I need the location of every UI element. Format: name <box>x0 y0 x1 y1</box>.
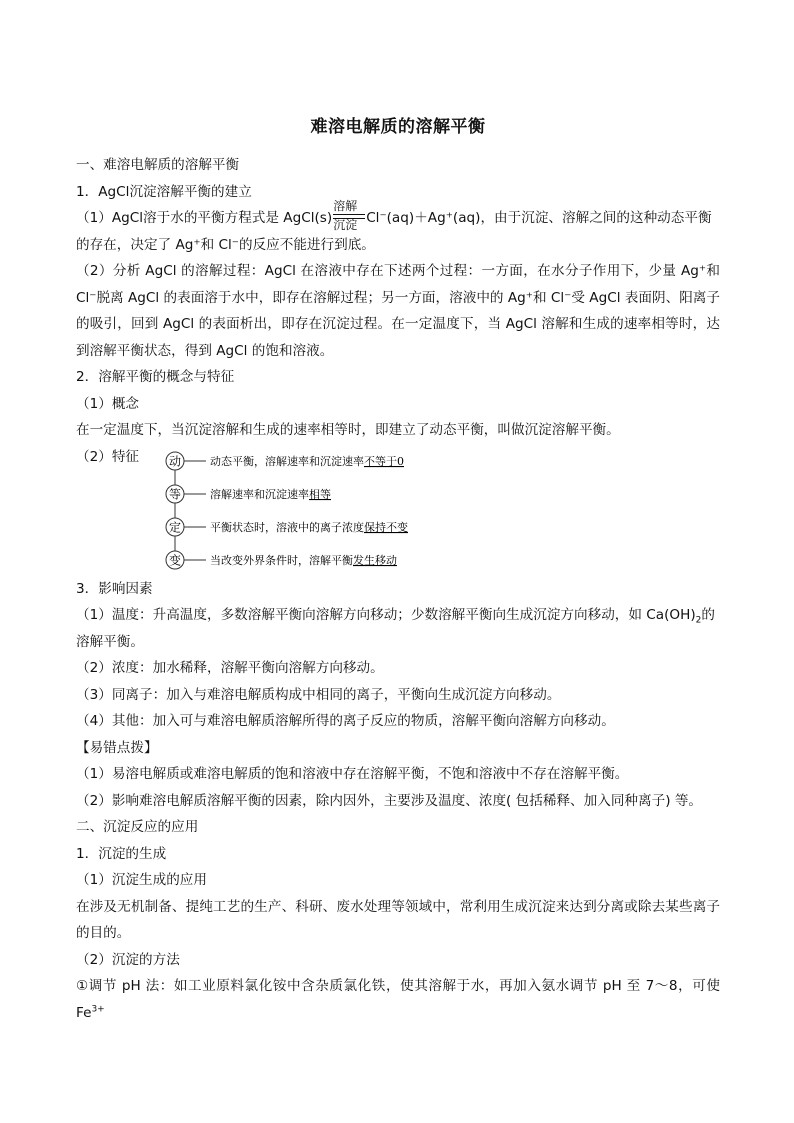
equation-text-b: Cl⁻(aq)＋Ag⁺(aq)，由于沉淀、溶解之间的这种动态平衡 <box>366 210 712 226</box>
factor-common-ion: （3）同离子：加入与难溶电解质构成中相同的离子，平衡向生成沉淀方向移动。 <box>76 686 561 703</box>
factor-temperature-cont: 溶解平衡。 <box>76 633 144 650</box>
trait-ding <box>166 518 408 536</box>
subsection-1-2-heading: 2．溶解平衡的概念与特征 <box>76 369 235 385</box>
method-ph <box>76 973 720 1026</box>
page-title: 难溶电解质的溶解平衡 <box>310 117 486 137</box>
application-label: （1）沉淀生成的应用 <box>76 872 207 888</box>
equilibrium-arrow <box>333 199 365 232</box>
method-ph-text: ①调节 pH 法：如工业原料氯化铵中含杂质氯化铁，使其溶解于水，再加入氨水调节 pH 至 7～8，可使 Fe <box>76 978 720 1021</box>
trait-char: 等 <box>168 487 182 501</box>
trait-key: 保持不变 <box>364 520 408 534</box>
concept-label: （1）概念 <box>76 395 140 412</box>
trait-key: 不等于0 <box>364 454 404 468</box>
traits-label: （2）特征 <box>76 448 140 465</box>
factor-temperature <box>76 602 720 629</box>
trait-key: 相等 <box>309 487 331 501</box>
factor-temperature-text: （1）温度：升高温度，多数溶解平衡向溶解方向移动；少数溶解平衡向生成沉淀方向移动，如 Ca(OH) <box>76 607 696 623</box>
traits-diagram <box>164 448 444 572</box>
document-page <box>76 112 720 1026</box>
svg-text:平衡状态时，溶液中的离子浓度保持不变 <box>210 520 408 534</box>
trait-dong <box>166 452 404 470</box>
arrow-bottom-label: 沉淀 <box>333 218 358 232</box>
subsection-1-3-heading: 3．影响因素 <box>76 580 153 597</box>
trait-text: 当改变外界条件时，溶解平衡 <box>210 553 353 567</box>
traits-block <box>76 444 720 576</box>
svg-text:当改变外界条件时，溶解平衡发生移动 <box>210 553 397 567</box>
trait-text: 溶解速率和沉淀速率 <box>210 487 309 501</box>
equation-text-a: （1）AgCl溶于水的平衡方程式是 AgCl(s) <box>76 210 333 226</box>
trait-char: 定 <box>168 520 182 534</box>
factor-other: （4）其他：加入可与难溶电解质溶解所得的离子反应的物质，溶解平衡向溶解方向移动。 <box>76 713 615 729</box>
equation-paragraph-cont: 的存在，决定了 Ag⁺和 Cl⁻的反应不能进行到底。 <box>76 236 375 253</box>
factor-concentration: （2）浓度：加水稀释，溶解平衡向溶解方向移动。 <box>76 660 384 676</box>
arrow-top-label: 溶解 <box>333 199 358 213</box>
dissolution-process-paragraph: （2）分析 AgCl 的溶解过程：AgCl 在溶液中存在下述两个过程：一方面，在水分子作用下，少量 Ag⁺和 Cl⁻脱离 AgCl 的表面溶于水中，即存在溶解过程；另一方面，溶液中的 Ag⁺和 Cl⁻受 AgCl 表面阴、阳离子的吸引，回到 AgCl 的表面析出，即存在沉淀过程。在一定温度下，当 AgCl 溶解和生成的速率相等时，达到溶解平衡状态，得到 AgCl 的饱和溶液。 <box>76 263 720 359</box>
application-text: 在涉及无机制备、提纯工艺的生产、科研、废水处理等领域中，常利用生成沉淀来达到分离或除去某些离子的目的。 <box>76 898 720 941</box>
tips-heading: 【易错点拨】 <box>76 739 158 756</box>
equation-paragraph <box>76 199 720 232</box>
subsection-2-1-heading: 1．沉淀的生成 <box>76 845 167 862</box>
superscript: 3+ <box>91 1003 105 1014</box>
trait-char: 变 <box>168 553 182 567</box>
trait-text: 动态平衡，溶解速率和沉淀速率 <box>210 454 364 468</box>
concept-text: 在一定温度下，当沉淀溶解和生成的速率相等时，即建立了动态平衡，叫做沉淀溶解平衡。 <box>76 422 620 438</box>
svg-text:动态平衡，溶解速率和沉淀速率不等于0 <box>210 454 404 468</box>
trait-text: 平衡状态时，溶液中的离子浓度 <box>210 520 364 534</box>
section-1-heading: 一、难溶电解质的溶解平衡 <box>76 157 240 173</box>
trait-key: 发生移动 <box>353 553 397 567</box>
tip-2: （2）影响难溶电解质溶解平衡的因素，除内因外，主要涉及温度、浓度( 包括稀释、加入同种离子) 等。 <box>76 792 703 809</box>
trait-deng <box>166 485 331 503</box>
section-2-heading: 二、沉淀反应的应用 <box>76 819 199 835</box>
factor-temperature-tail: 的 <box>701 607 715 623</box>
svg-text:溶解速率和沉淀速率相等 <box>210 487 331 501</box>
tip-1: （1）易溶电解质或难溶电解质的饱和溶液中存在溶解平衡，不饱和溶液中不存在溶解平衡。 <box>76 766 629 782</box>
method-label: （2）沉淀的方法 <box>76 951 180 968</box>
subsection-1-1-heading: 1．AgCl沉淀溶解平衡的建立 <box>76 183 252 200</box>
subscript: 2 <box>695 615 702 626</box>
trait-bian <box>166 551 397 569</box>
trait-char: 动 <box>168 454 182 468</box>
